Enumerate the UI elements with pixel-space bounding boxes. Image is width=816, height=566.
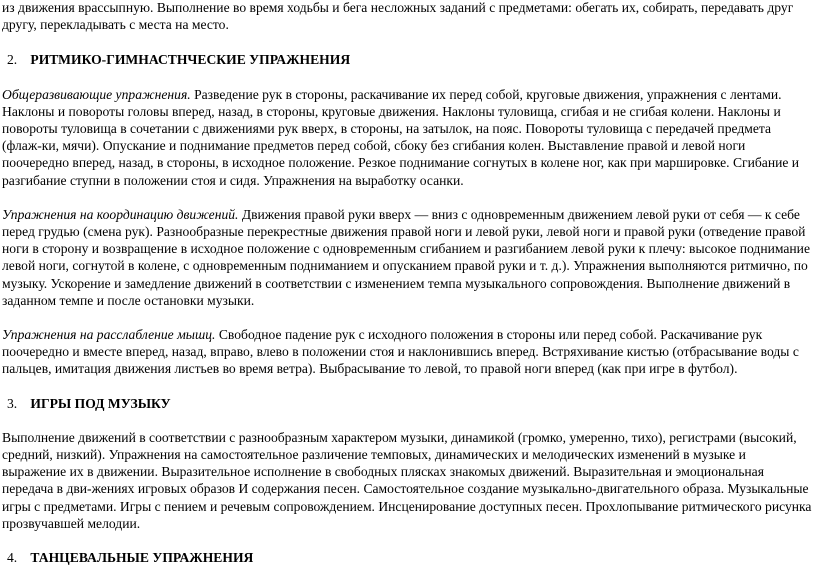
paragraph-lead: Общеразвивающие упражнения. bbox=[2, 86, 191, 102]
paragraph-text: Разведение рук в стороны, раскачивание их перед собой, круговые движения, упражнения с лентами. Наклоны и повороты головы вперед, назад, в стороны, круговые движения. Наклоны туловища, сгибая и не сгибая колени. Наклоны и повороты туловища в сочетании с движениями рук вверх, в стороны, на затылок, на пояс. Повороты туловища с передачей предмета (флаж-ки, мячи). Опускание и поднимание предметов перед собой, сбоку без сгибания колен. Выставление правой и левой ноги поочередно вперед, назад, в стороны, в исходное положение. Резкое поднимание согнутых в колене ног, как при маршировке. Сгибание и разгибание ступни в положении стоя и сидя. Упражнения на выработку осанки. bbox=[2, 86, 800, 188]
section-title: ИГРЫ ПОД МУЗЫКУ bbox=[30, 395, 171, 411]
spacer bbox=[2, 69, 812, 86]
section-heading-3 bbox=[2, 395, 812, 412]
paragraph-text: Свободное падение рук с исходного положения в стороны или перед собой. Раскачивание рук поочередно и вместе вперед, назад, вправо, влево в положении стоя и наклонившись вперед. Встряхивание кистью (отбрасывание воды с пальцев, имитация движения листьев во время ветра). Выбрасывание то левой, то правой ноги вперед (как при игре в футбол). bbox=[2, 327, 799, 377]
paragraph-text: Выполнение движений в соответствии с разнообразным характером музыки, динамикой (громко, умеренно, тихо), регистрами (высокий, средний, низкий). Упражнения на самостоятельное различение темповых, динамических и мелодических изменений в музыке и выражение их в движении. Выразительное исполнение в свободных плясках знакомых движений. Выразительная и эмоциональная передача в дви-жениях игровых образов И содержания песен. Самостоятельное создание музыкально-двигательного образа. Музыкальные игры с предметами. Игры с пением и речевым сопровождением. Инсценирование доступных песен. Прохлопывание ритмического рисунка прозвучавшей мелодии. bbox=[2, 429, 812, 531]
spacer bbox=[2, 378, 812, 395]
intro-paragraph: из движения врассыпную. Выполнение во время ходьбы и бега несложных заданий с предметами: обегать их, собирать, передавать друг другу, перекладывать с места на место. bbox=[2, 0, 794, 33]
section-heading-4 bbox=[2, 549, 812, 566]
paragraph-general-exercises bbox=[2, 86, 812, 189]
paragraph-music-games bbox=[2, 429, 812, 532]
paragraph-lead: Упражнения на расслабление мышц. bbox=[2, 327, 216, 343]
section-title: РИТМИКО-ГИМНАСТНЧЕСКИЕ УПРАЖНЕНИЯ bbox=[30, 52, 351, 68]
section-title: ТАНЦЕВАЛЬНЫЕ УПРАЖНЕНИЯ bbox=[30, 550, 254, 566]
section-number: 4. bbox=[7, 550, 18, 566]
section-number: 3. bbox=[7, 395, 18, 411]
spacer bbox=[2, 532, 812, 549]
paragraph-text: Движения правой руки вверх — вниз с одновременным движением левой руки от себя — к себе перед грудью (смена рук). Разнообразные перекрестные движения правой ноги и левой руки, левой ноги и правой руки (отведение правой ноги в сторону и возвращение в исходное положение с одновременным сгибанием и разгибанием левой руки к плечу: высокое поднимание левой ноги, согнутой в колене, с одновременным подниманием и опусканием правой руки и т. д.). Упражнения выполняются ритмично, по музыку. Ускорение и замедление движений в соответствии с изменением темпа музыкального сопровождения. Выполнение движений в заданном темпе и после остановки музыки. bbox=[2, 206, 810, 308]
section-number: 2. bbox=[7, 52, 18, 68]
paragraph-lead: Упражнения на координацию движений. bbox=[2, 206, 239, 222]
spacer bbox=[2, 33, 812, 51]
paragraph-coordination bbox=[2, 206, 812, 309]
document-page bbox=[2, 0, 812, 566]
paragraph-relaxation bbox=[2, 326, 812, 378]
section-heading-2 bbox=[2, 51, 812, 68]
spacer bbox=[2, 309, 812, 326]
spacer bbox=[2, 412, 812, 429]
spacer bbox=[2, 189, 812, 206]
